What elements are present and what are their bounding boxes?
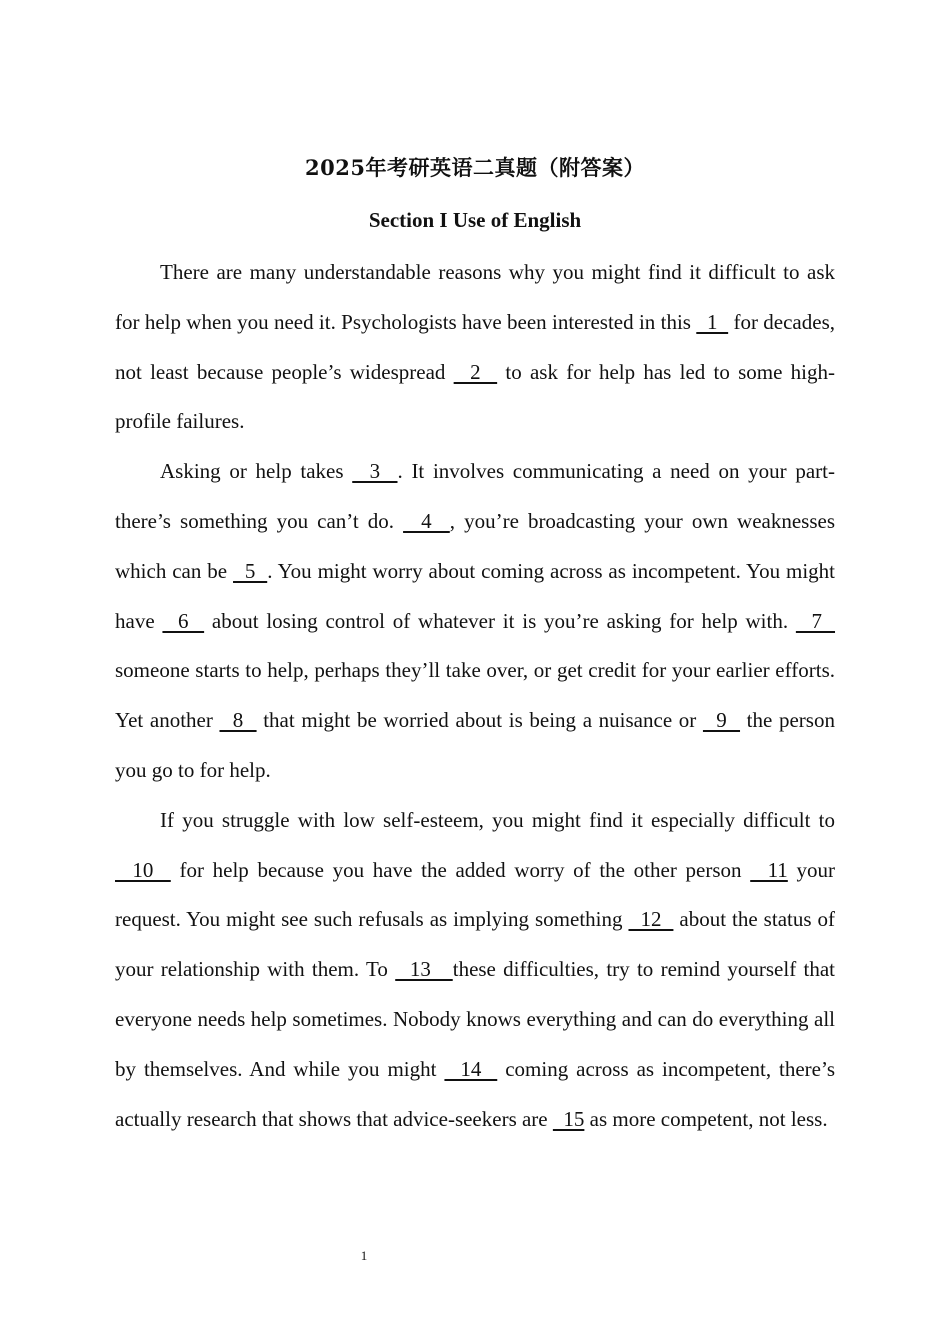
passage-text: coming across as incompetent, there’s actually research that shows that advice-seekers are xyxy=(115,1056,835,1131)
passage-text: that might be worried about is being a nuisance or xyxy=(256,708,703,733)
answer-blank: 7 xyxy=(795,608,836,633)
passage-text: someone starts to help, perhaps they’ll take over, or get credit for your earlier efforts. Yet another xyxy=(115,658,835,733)
passage-text: , you’re broadcasting your own weaknesses which can be xyxy=(115,508,836,583)
answer-blank: 13 xyxy=(395,957,453,982)
answer-blank: 8 xyxy=(219,708,257,733)
answer-blank: 15 xyxy=(552,1106,585,1131)
answer-blank: 1 xyxy=(696,309,729,334)
answer-blank: 11 xyxy=(750,857,788,882)
paragraph xyxy=(115,796,835,1145)
passage-text: There are many understandable reasons why you might find it difficult to ask for help when you need it. Psychologists have been interested in this xyxy=(115,260,835,334)
answer-blank: 10 xyxy=(115,857,171,882)
passage-text: for help because you have the added worry of the other person xyxy=(170,857,751,882)
answer-blank: 4 xyxy=(403,508,450,533)
passage-text: about losing control of whatever it is you’re asking for help with. xyxy=(204,608,796,633)
document-title: 2025年考研英语二真题（附答案） xyxy=(305,155,645,180)
passage-text: . It involves communicating a need on your part-there’s something you can’t do. xyxy=(115,459,835,533)
answer-blank: 9 xyxy=(702,708,741,733)
passage-text: to ask for help has led to some high-profile failures. xyxy=(115,359,835,434)
passage-body xyxy=(115,248,835,1144)
passage-text: Asking or help takes xyxy=(160,459,353,484)
answer-blank: 3 xyxy=(352,459,398,484)
page-number: 1 xyxy=(360,1248,368,1263)
passage-text: your request. You might see such refusals as implying something xyxy=(115,857,835,932)
passage-text: about the status of your relationship with them. To xyxy=(115,907,835,982)
passage-text: . You might worry about coming across as incompetent. You might have xyxy=(115,558,835,633)
answer-blank: 12 xyxy=(628,907,674,932)
section-heading: Section I Use of English xyxy=(368,208,582,232)
passage-text: these difficulties, try to remind yourself that everyone needs help sometimes. Nobody knows everything and can do everything all by themselves. And while you might xyxy=(115,957,835,1081)
paragraph xyxy=(115,248,835,447)
passage-text: If you struggle with low self-esteem, you might find it especially difficult to xyxy=(160,807,835,832)
paragraph xyxy=(115,447,835,796)
passage-text: for decades, not least because people’s widespread xyxy=(115,309,835,384)
answer-blank: 6 xyxy=(162,608,205,633)
passage-text: the person you go to for help. xyxy=(115,708,835,782)
passage-text: as more competent, not less. xyxy=(584,1106,828,1131)
answer-blank: 14 xyxy=(444,1056,498,1081)
answer-blank: 2 xyxy=(453,359,498,384)
answer-blank: 5 xyxy=(233,558,268,583)
